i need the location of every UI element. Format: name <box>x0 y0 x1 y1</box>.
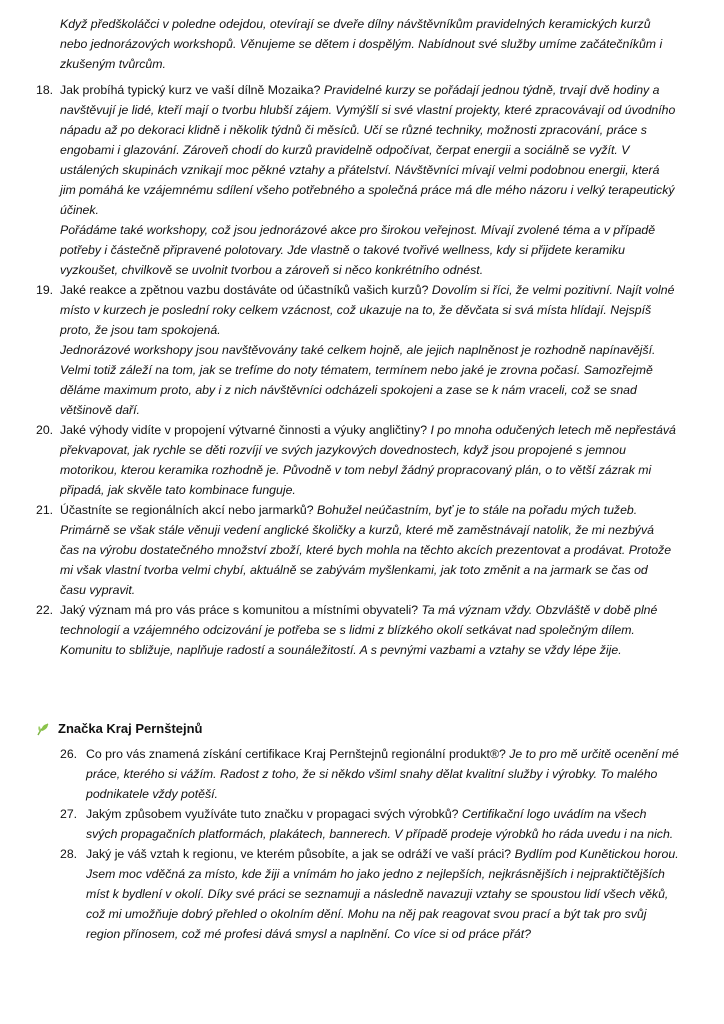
question-text: Jakým způsobem využíváte tuto značku v propagaci svých výrobků? <box>86 807 459 821</box>
question-number: 26. <box>60 747 78 761</box>
question-text: Jaké výhody vidíte v propojení výtvarné činnosti a výuky angličtiny? <box>60 423 428 437</box>
list-item <box>36 420 676 500</box>
answer-text: Dovolím si říci, že velmi pozitivní. Najít volné místo v kurzech je poslední roky celkem vzácnost, což ukazuje na to, že děvčata si svá místa hlídají. Nejspíš proto, že jsou tam spokojená. <box>60 283 675 337</box>
question-number: 21. <box>36 503 54 517</box>
question-text: Co pro vás znamená získání certifikace Kraj Pernštejnů regionální produkt®? <box>86 747 506 761</box>
question-number: 20. <box>36 423 54 437</box>
answer-text: Je to pro mě určitě ocenění mé práce, kterého si vážím. Radost z toho, že si někdo všiml snahy dělat kvalitní služby i výrobky. To malého podnikatele vždy potěší. <box>86 747 679 801</box>
leaf-icon <box>36 722 50 736</box>
question-text: Jaký význam má pro vás práce s komunitou a místními obyvateli? <box>60 603 419 617</box>
question-number: 22. <box>36 603 54 617</box>
answer-text: Ta má význam vždy. Obzvláště v době plné technologií a vzájemného odcizování je potřeba se s lidmi z blízkého okolí setkávat nad společným dílem. Komunitu to sbližuje, naplňuje radostí a sounáležitostí. A s pevnými vazbami a vztahy se vždy lépe žije. <box>60 603 658 657</box>
question-text: Jak probíhá typický kurz ve vaší dílně Mozaika? <box>60 83 321 97</box>
question-list <box>36 80 676 660</box>
answer-text: Pravidelné kurzy se pořádají jednou týdně, trvají dvě hodiny a navštěvují je lidé, kteří mají o tvorbu hlubší zájem. Vymýšlí si své vlastní projekty, které zpracovávají od úvodního nápadu až po dekoraci klidně i několik týdnů či měsíců. Učí se různé techniky, možnosti zpracování, práce s engobami i glazování. Zároveň chodí do kurzů pravidelně odpočívat, čerpat energii a sociálně se vyžít. V ustálených skupinách vznikají moc pěkné vztahy a přátelství. Návštěvníci mívají velmi podobnou energii, která jim pomáhá ke vzájemnému sdílení všeho potřebného a společná práce má dle mého názoru i velký terapeutický účinek. <box>60 83 676 217</box>
list-item <box>60 844 680 944</box>
list-item <box>36 600 676 660</box>
answer-text: Certifikační logo uvádím na všech svých propagačních platformách, plakátech, bannerech. V případě prodeje výrobků ho ráda uvedu i na nich. <box>86 807 674 841</box>
list-item <box>60 744 680 804</box>
question-list-2 <box>60 744 680 944</box>
section-title: Značka Kraj Pernštejnů <box>58 721 203 736</box>
answer-extra-paragraph: Jednorázové workshopy jsou navštěvovány také celkem hojně, ale jejich naplněnost je rozhodně napínavější. Velmi totiž záleží na tom, jak se trefíme do noty tématem, termínem nebo jaké je zrovna počasí. Samozřejmě děláme maximum proto, aby i z nich návštěvníci odcházeli spokojeni a zase se k nám vraceli, což se snad většinově daří. <box>60 343 656 417</box>
answer-text: Bohužel neúčastním, byť je to stále na pořadu mých tužeb. Primárně se však stále věnuji vedení anglické školičky a kurzů, které mě zaměstnávají natolik, že mi nezbývá čas na výrobu dostatečného množství zboží, které bych mohla na těchto akcích prezentovat a prodávat. Protože mi však vlastní tvorba velmi chybí, aktuálně se zabývám myšlenkami, jak toto změnit a na jarmark se čas od času vypravit. <box>60 503 672 597</box>
answer-text: Bydlím pod Kunětickou horou. Jsem moc vděčná za místo, kde žiji a vnímám ho jako jedno z nejlepších, nejkrásnějších i nejpraktičtějších míst k bydlení v okolí. Díky své práci se seznamuji a následně navazuji vztahy se spoustou lidí všech věků, což mi umožňuje dobrý přehled o okolním dění. Mohu na něj pak reagovat svou prací a být tak pro svůj region přínosem, což mé profesi dává smysl a naplnění. Co více si od práce přát? <box>86 847 679 941</box>
answer-text: I po mnoha odučených letech mě nepřestává překvapovat, jak rychle se děti rozvíjí ve svých jazykových dovednostech, když jsou propojené s jemnou motorikou, kterou keramika rozhodně je. Původně v tom nebyl žádný propracovaný plán, o to větší zázrak mi připadá, jak skvěle tato kombinace funguje. <box>60 423 676 497</box>
question-number: 28. <box>60 847 78 861</box>
question-text: Účastníte se regionálních akcí nebo jarmarků? <box>60 503 314 517</box>
question-text: Jaké reakce a zpětnou vazbu dostáváte od účastníků vašich kurzů? <box>60 283 429 297</box>
list-item <box>36 500 676 600</box>
section-heading <box>36 719 203 739</box>
answer-extra-paragraph: Pořádáme také workshopy, což jsou jednorázové akce pro širokou veřejnost. Mívají zvolené téma a v případě potřeby i částečně připravené polotovary. Jde vlastně o takové tvořivé wellness, kdy si přijdete keramiku vyzkoušet, chvilkově se uvolnit tvorbou a zároveň si něco konkrétního odnést. <box>60 223 656 277</box>
intro-paragraph: Když předškoláčci v poledne odejdou, otevírají se dveře dílny návštěvníkům pravidelných keramických kurzů nebo jednorázových workshopů. Věnujeme se dětem i dospělým. Nabídnout své služby umíme začátečníkům i zkušeným tvůrcům. <box>60 17 663 71</box>
list-item <box>36 280 676 420</box>
question-text: Jaký je váš vztah k regionu, ve kterém působíte, a jak se odráží ve vaší práci? <box>86 847 512 861</box>
question-number: 27. <box>60 807 78 821</box>
question-number: 18. <box>36 83 54 97</box>
list-item <box>60 804 680 844</box>
list-item <box>36 80 676 280</box>
question-number: 19. <box>36 283 54 297</box>
